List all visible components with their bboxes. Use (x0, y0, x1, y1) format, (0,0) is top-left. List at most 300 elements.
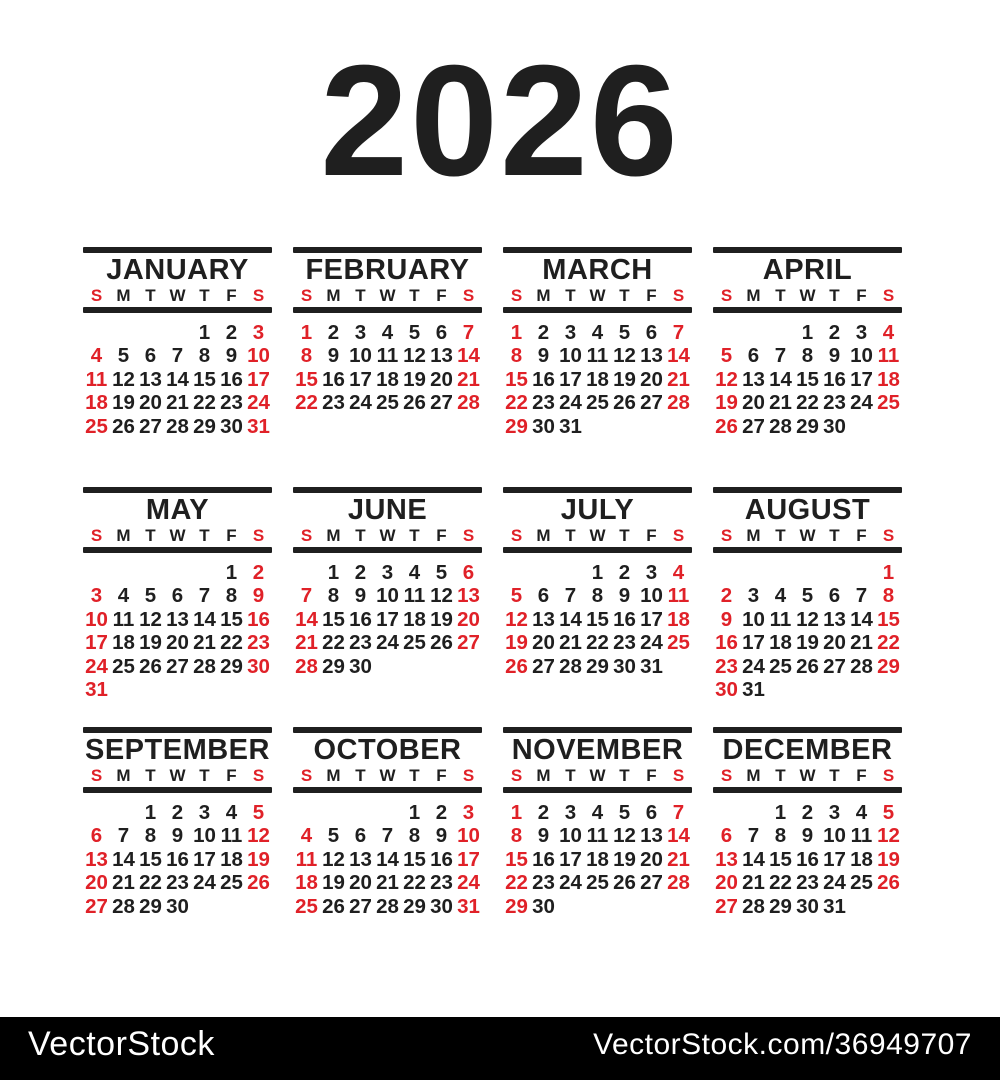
date-cell (455, 655, 482, 678)
date-cell (638, 895, 665, 918)
date-week-row (293, 631, 482, 654)
date-cell: 4 (882, 321, 895, 344)
date-cell: 19 (430, 607, 453, 631)
date-cell (137, 561, 164, 584)
date-cell: 28 (376, 894, 399, 918)
weekday-header (713, 767, 902, 785)
date-week-row (83, 824, 272, 847)
date-cell (557, 895, 584, 918)
date-cell: 8 (801, 344, 814, 368)
date-cell: 1 (774, 801, 787, 824)
date-cell: 4 (381, 321, 394, 344)
date-cell: 22 (139, 871, 162, 895)
date-cell: 8 (144, 824, 157, 848)
weekday-header (83, 527, 272, 545)
date-cell: 16 (532, 847, 555, 871)
date-week-row (713, 321, 902, 344)
weekday-header (83, 287, 272, 305)
date-cell: 6 (828, 584, 841, 608)
weekday-cell: W (799, 766, 816, 785)
date-cell: 14 (769, 367, 792, 391)
weekday-cell: T (619, 526, 630, 545)
date-cell: 22 (505, 871, 528, 895)
date-cell: 23 (715, 654, 738, 678)
date-cell: 10 (742, 607, 765, 631)
date-cell (875, 415, 902, 438)
date-cell: 30 (715, 678, 738, 702)
date-week-row (713, 631, 902, 654)
date-cell: 13 (640, 344, 663, 368)
date-cell: 14 (193, 607, 216, 631)
date-cell: 13 (640, 824, 663, 848)
date-cell: 30 (532, 894, 555, 918)
date-cell: 5 (327, 824, 340, 848)
date-cell: 28 (769, 414, 792, 438)
date-cell: 10 (376, 584, 399, 608)
date-cell: 17 (376, 607, 399, 631)
date-cell: 1 (198, 321, 211, 344)
date-cell: 15 (586, 607, 609, 631)
date-week-row (293, 871, 482, 894)
date-cell: 22 (796, 391, 819, 415)
weekday-cell: S (252, 526, 265, 545)
weekday-cell: S (510, 286, 523, 305)
date-cell: 16 (532, 367, 555, 391)
date-cell: 17 (349, 367, 372, 391)
weekday-cell: F (856, 286, 867, 305)
date-cell: 18 (667, 607, 690, 631)
date-cell (875, 678, 902, 701)
date-cell: 11 (376, 344, 399, 368)
date-cell: 13 (532, 607, 555, 631)
date-week-row (83, 391, 272, 414)
month-bottom-rule (293, 307, 482, 313)
date-cell: 23 (322, 391, 345, 415)
date-cell: 23 (532, 391, 555, 415)
month-june (293, 487, 482, 727)
month-title: JULY (560, 494, 635, 526)
date-cell (713, 561, 740, 584)
date-cell: 1 (144, 801, 157, 824)
date-cell: 31 (457, 894, 480, 918)
date-cell: 1 (225, 561, 238, 584)
date-week-row (503, 871, 692, 894)
date-cell (83, 321, 110, 344)
date-cell (665, 895, 692, 918)
date-cell: 22 (505, 391, 528, 415)
month-title: JANUARY (106, 254, 249, 286)
date-cell: 31 (559, 414, 582, 438)
date-week-row (293, 608, 482, 631)
date-cell: 19 (403, 367, 426, 391)
date-cell: 10 (559, 824, 582, 848)
date-cell: 21 (667, 847, 690, 871)
date-cell: 22 (769, 871, 792, 895)
date-cell: 29 (193, 414, 216, 438)
date-cell (767, 561, 794, 584)
date-cell: 9 (537, 344, 550, 368)
date-cell (584, 415, 611, 438)
date-cell: 25 (850, 871, 873, 895)
date-week-row (713, 824, 902, 847)
date-cell: 16 (715, 631, 738, 655)
date-cell: 30 (247, 654, 270, 678)
weekday-cell: T (619, 286, 630, 305)
date-cell: 30 (796, 894, 819, 918)
date-week-row (83, 655, 272, 678)
date-week-row (293, 391, 482, 414)
date-cell: 17 (193, 847, 216, 871)
date-cell: 20 (166, 631, 189, 655)
date-cell: 2 (537, 801, 550, 824)
weekday-cell: S (300, 766, 313, 785)
date-cell: 18 (586, 847, 609, 871)
date-cell: 21 (112, 871, 135, 895)
date-cell: 28 (193, 654, 216, 678)
weekday-cell: F (646, 526, 657, 545)
date-cell: 23 (349, 631, 372, 655)
month-december (713, 727, 902, 967)
date-cell: 23 (796, 871, 819, 895)
date-week-row (293, 895, 482, 918)
date-cell: 6 (720, 824, 733, 848)
date-week-row (83, 801, 272, 824)
date-cell: 17 (247, 367, 270, 391)
month-bottom-rule (293, 547, 482, 553)
date-cell: 29 (403, 894, 426, 918)
date-cell (191, 561, 218, 584)
date-cell: 4 (591, 801, 604, 824)
date-cell: 2 (537, 321, 550, 344)
weekday-cell: W (589, 766, 606, 785)
date-cell: 24 (349, 391, 372, 415)
date-cell: 25 (112, 654, 135, 678)
weekday-cell: S (90, 766, 103, 785)
weekday-header (503, 767, 692, 785)
date-cell: 23 (823, 391, 846, 415)
date-cell: 24 (742, 654, 765, 678)
date-cell (848, 561, 875, 584)
weekday-cell: S (882, 286, 895, 305)
date-cell: 20 (85, 871, 108, 895)
date-cell (794, 678, 821, 701)
weekday-cell: M (116, 526, 131, 545)
date-cell: 29 (796, 414, 819, 438)
date-cell: 26 (139, 654, 162, 678)
date-cell: 30 (613, 654, 636, 678)
date-cell: 6 (90, 824, 103, 848)
weekday-header (713, 527, 902, 545)
date-cell: 1 (408, 801, 421, 824)
date-cell: 11 (769, 607, 792, 631)
weekday-cell: S (300, 526, 313, 545)
date-cell: 29 (322, 654, 345, 678)
date-cell: 7 (564, 584, 577, 608)
weekday-cell: W (169, 766, 186, 785)
date-week-row (503, 561, 692, 584)
date-cell (611, 415, 638, 438)
date-cell: 12 (877, 824, 900, 848)
weekday-cell: M (536, 766, 551, 785)
date-cell: 6 (462, 561, 475, 584)
date-cell: 25 (295, 894, 318, 918)
date-week-row (293, 848, 482, 871)
weekday-cell: F (436, 766, 447, 785)
date-cell: 27 (166, 654, 189, 678)
date-cell: 9 (252, 584, 265, 608)
date-cell: 5 (408, 321, 421, 344)
month-dates (83, 801, 272, 918)
date-cell: 19 (112, 391, 135, 415)
date-cell (110, 321, 137, 344)
date-cell: 15 (877, 607, 900, 631)
date-cell: 26 (112, 414, 135, 438)
date-cell: 11 (295, 847, 318, 871)
date-cell: 6 (645, 321, 658, 344)
date-week-row (503, 415, 692, 438)
weekday-cell: F (856, 526, 867, 545)
date-cell: 8 (327, 584, 340, 608)
date-cell (557, 561, 584, 584)
weekday-cell: W (169, 526, 186, 545)
date-cell: 21 (769, 391, 792, 415)
date-cell: 4 (855, 801, 868, 824)
date-week-row (713, 655, 902, 678)
date-cell (164, 561, 191, 584)
date-cell: 2 (435, 801, 448, 824)
date-cell (293, 561, 320, 584)
weekday-cell: F (226, 526, 237, 545)
date-week-row (293, 561, 482, 584)
date-cell: 5 (252, 801, 265, 824)
date-cell: 2 (252, 561, 265, 584)
date-cell (245, 678, 272, 701)
date-cell (374, 801, 401, 824)
date-cell: 20 (640, 847, 663, 871)
date-week-row (83, 631, 272, 654)
date-cell: 21 (742, 871, 765, 895)
date-cell: 25 (586, 391, 609, 415)
date-cell: 2 (618, 561, 631, 584)
date-cell: 1 (882, 561, 895, 584)
date-cell: 20 (430, 367, 453, 391)
date-cell: 5 (510, 584, 523, 608)
date-cell: 7 (198, 584, 211, 608)
date-cell (740, 561, 767, 584)
date-cell: 1 (801, 321, 814, 344)
date-cell: 8 (198, 344, 211, 368)
date-cell: 26 (613, 391, 636, 415)
date-cell: 14 (295, 607, 318, 631)
date-cell: 18 (769, 631, 792, 655)
date-cell: 25 (376, 391, 399, 415)
month-dates (83, 321, 272, 438)
date-cell: 5 (801, 584, 814, 608)
date-cell: 31 (823, 894, 846, 918)
date-cell: 19 (877, 847, 900, 871)
date-cell: 24 (85, 654, 108, 678)
date-cell: 2 (171, 801, 184, 824)
date-cell: 20 (139, 391, 162, 415)
date-week-row (713, 368, 902, 391)
date-cell (794, 561, 821, 584)
date-week-row (713, 415, 902, 438)
date-cell: 7 (747, 824, 760, 848)
month-dates (503, 321, 692, 438)
date-cell: 18 (877, 367, 900, 391)
weekday-cell: S (720, 286, 733, 305)
calendar-grid (83, 247, 903, 967)
month-july (503, 487, 692, 727)
date-cell: 16 (613, 607, 636, 631)
date-cell: 18 (586, 367, 609, 391)
weekday-header (83, 767, 272, 785)
date-cell: 16 (247, 607, 270, 631)
weekday-header (503, 527, 692, 545)
date-cell: 12 (715, 367, 738, 391)
date-cell: 15 (769, 847, 792, 871)
date-cell: 7 (774, 344, 787, 368)
date-cell: 7 (300, 584, 313, 608)
date-cell: 25 (667, 631, 690, 655)
date-week-row (713, 561, 902, 584)
weekday-cell: W (379, 286, 396, 305)
weekday-header (713, 287, 902, 305)
date-week-row (83, 561, 272, 584)
date-cell: 24 (850, 391, 873, 415)
date-cell: 14 (850, 607, 873, 631)
weekday-cell: T (355, 766, 366, 785)
weekday-cell: T (145, 526, 156, 545)
date-cell: 16 (823, 367, 846, 391)
date-cell: 19 (715, 391, 738, 415)
weekday-cell: M (116, 286, 131, 305)
date-cell: 14 (457, 344, 480, 368)
date-cell (83, 801, 110, 824)
date-cell: 28 (112, 894, 135, 918)
date-cell: 29 (505, 894, 528, 918)
date-cell: 5 (435, 561, 448, 584)
weekday-cell: T (355, 286, 366, 305)
date-cell (83, 561, 110, 584)
date-cell: 29 (505, 414, 528, 438)
date-cell: 20 (715, 871, 738, 895)
weekday-cell: T (145, 286, 156, 305)
date-cell: 12 (403, 344, 426, 368)
date-cell: 28 (559, 654, 582, 678)
date-cell: 18 (295, 871, 318, 895)
date-cell (713, 321, 740, 344)
date-cell: 14 (667, 824, 690, 848)
date-cell: 27 (640, 391, 663, 415)
month-title: SEPTEMBER (85, 734, 270, 766)
date-cell: 23 (532, 871, 555, 895)
month-title: JUNE (347, 494, 428, 526)
month-bottom-rule (83, 307, 272, 313)
month-dates (503, 561, 692, 678)
date-cell (530, 561, 557, 584)
date-cell: 23 (613, 631, 636, 655)
date-cell (611, 895, 638, 918)
date-cell: 11 (850, 824, 873, 848)
date-cell: 24 (559, 871, 582, 895)
weekday-cell: T (409, 526, 420, 545)
date-cell: 2 (801, 801, 814, 824)
date-cell: 9 (435, 824, 448, 848)
date-cell: 11 (586, 344, 609, 368)
date-cell: 21 (559, 631, 582, 655)
weekday-cell: S (462, 766, 475, 785)
date-cell (110, 801, 137, 824)
date-cell: 10 (457, 824, 480, 848)
date-cell: 12 (613, 824, 636, 848)
date-cell: 7 (381, 824, 394, 848)
date-cell: 23 (220, 391, 243, 415)
weekday-cell: T (619, 766, 630, 785)
date-cell: 5 (618, 321, 631, 344)
date-cell: 29 (877, 654, 900, 678)
date-cell: 18 (403, 607, 426, 631)
date-cell: 13 (139, 367, 162, 391)
date-cell: 24 (193, 871, 216, 895)
date-week-row (713, 871, 902, 894)
month-title: APRIL (762, 254, 853, 286)
date-cell (503, 561, 530, 584)
date-cell: 12 (430, 584, 453, 608)
date-cell: 25 (220, 871, 243, 895)
date-cell: 10 (193, 824, 216, 848)
month-title: AUGUST (744, 494, 871, 526)
date-cell: 21 (166, 391, 189, 415)
date-cell: 22 (295, 391, 318, 415)
date-cell: 28 (850, 654, 873, 678)
weekday-cell: W (589, 286, 606, 305)
date-cell (164, 678, 191, 701)
weekday-cell: S (90, 526, 103, 545)
date-cell (665, 415, 692, 438)
date-cell: 26 (322, 894, 345, 918)
date-week-row (503, 848, 692, 871)
date-week-row (293, 368, 482, 391)
date-cell: 1 (300, 321, 313, 344)
month-dates (83, 561, 272, 701)
weekday-cell: W (799, 286, 816, 305)
date-cell: 22 (586, 631, 609, 655)
date-cell: 18 (112, 631, 135, 655)
date-week-row (83, 678, 272, 701)
weekday-cell: W (589, 526, 606, 545)
date-cell: 6 (537, 584, 550, 608)
weekday-cell: M (746, 526, 761, 545)
weekday-cell: T (829, 766, 840, 785)
month-dates (713, 561, 902, 701)
date-cell (740, 321, 767, 344)
date-cell: 10 (559, 344, 582, 368)
date-cell: 31 (247, 414, 270, 438)
date-cell: 26 (247, 871, 270, 895)
watermark-bar (0, 1017, 1000, 1080)
date-cell: 3 (252, 321, 265, 344)
weekday-cell: T (565, 286, 576, 305)
weekday-cell: M (746, 766, 761, 785)
date-cell: 28 (457, 391, 480, 415)
date-cell: 16 (430, 847, 453, 871)
date-cell (713, 801, 740, 824)
date-cell (428, 655, 455, 678)
date-cell: 19 (613, 367, 636, 391)
month-bottom-rule (503, 307, 692, 313)
weekday-cell: T (355, 526, 366, 545)
